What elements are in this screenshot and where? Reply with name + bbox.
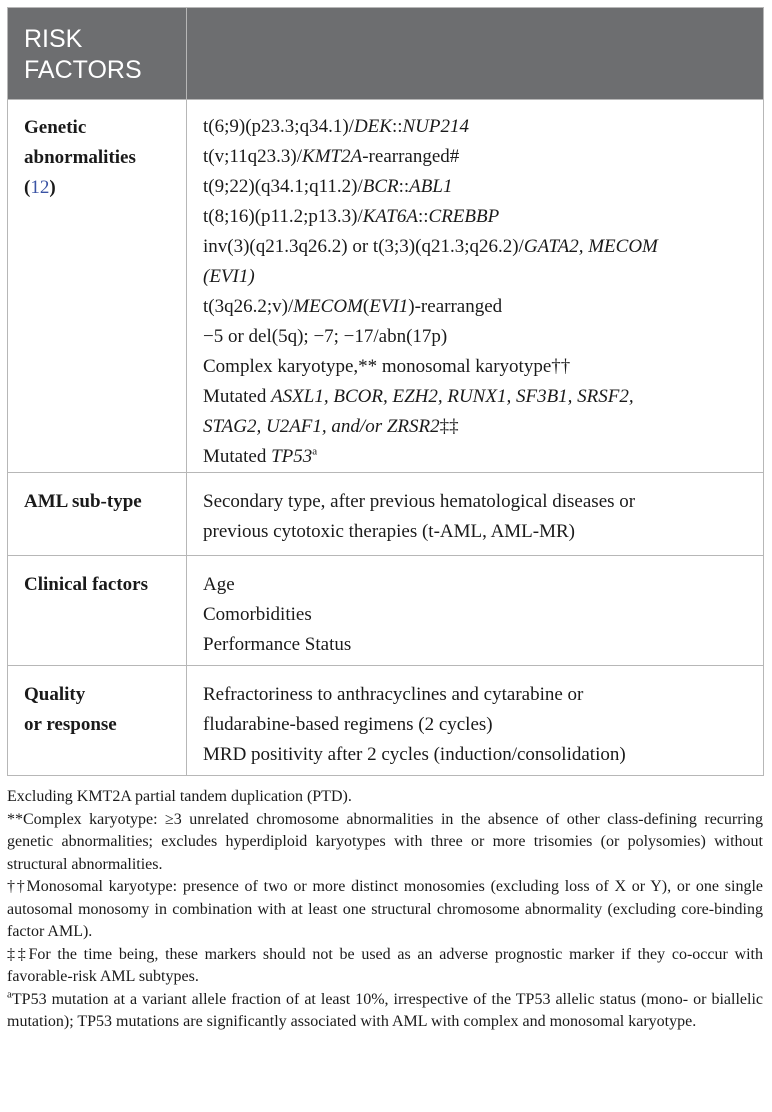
table-row — [8, 473, 764, 556]
row-content-quality — [187, 666, 764, 776]
table-row — [8, 556, 764, 666]
content-line: fludarabine-based regimens (2 cycles) — [203, 714, 493, 735]
footnote: $^a$TP53 mutation at a variant allele fraction of at least 10%, irrespective of the TP53 allelic status (mono- or biallelic mutation); TP53 mutations are significantly associated with AML with complex and monosomal karyotype. — [7, 988, 763, 1030]
table-row — [8, 100, 764, 473]
content-line: Comorbidities — [203, 604, 312, 625]
content-line: t(3q26.2;v)/MECOM(EVI1)-rearranged — [203, 296, 503, 317]
row-label-clinical — [8, 556, 187, 666]
quality-response-list — [203, 680, 753, 770]
footnote: ††Monosomal karyotype: presence of two or more distinct monosomies (excluding loss of X or Y), or one single autosomal monosomy in combination with at least one structural chromosome abnormality (excluding core-binding factor AML). — [7, 878, 763, 940]
row-content-aml-subtype — [187, 473, 764, 556]
row-label-genetic — [8, 100, 187, 473]
label-line: abnormalities — [24, 147, 136, 168]
content-line: Complex karyotype,** monosomal karyotype†† — [203, 356, 571, 377]
content-line: Performance Status — [203, 634, 352, 655]
header-cell-risk-factors: RISK FACTORS — [8, 8, 187, 100]
footnote: ‡‡For the time being, these markers should not be used as an adverse prognostic marker if they co-occur with favorable-risk AML subtypes. — [7, 945, 763, 985]
content-line: Mutated TP53$^a$ — [203, 445, 318, 467]
clinical-factors-list — [203, 570, 753, 660]
risk-table-container — [7, 7, 763, 776]
content-line: (EVI1) — [203, 266, 255, 287]
label-line: Quality — [24, 684, 86, 705]
label-line: Genetic — [24, 117, 87, 138]
label-line: or response — [24, 714, 117, 735]
table-header-row — [8, 8, 764, 100]
content-line: t(9;22)(q34.1;q11.2)/BCR::ABL1 — [203, 176, 453, 197]
row-content-clinical — [187, 556, 764, 666]
content-line: t(v;11q23.3)/KMT2A-rearranged# — [203, 146, 460, 167]
aml-subtype-text — [203, 487, 753, 547]
table-row — [8, 666, 764, 776]
row-content-genetic — [187, 100, 764, 473]
content-line: t(8;16)(p11.2;p13.3)/KAT6A::CREBBP — [203, 206, 500, 227]
content-line: Mutated ASXL1, BCOR, EZH2, RUNX1, SF3B1, SRSF2, — [203, 386, 634, 407]
content-line: Refractoriness to anthracyclines and cytarabine or — [203, 684, 584, 705]
reference-link[interactable]: 12 — [30, 177, 50, 198]
content-line: inv(3)(q21.3q26.2) or t(3;3)(q21.3;q26.2)/GATA2, MECOM — [203, 236, 658, 257]
content-line: Secondary type, after previous hematological diseases or — [203, 491, 636, 512]
header-cell-empty — [187, 8, 764, 100]
label-line: Clinical factors — [24, 574, 149, 595]
content-line: t(6;9)(p23.3;q34.1)/DEK::NUP214 — [203, 116, 469, 137]
row-label-aml-subtype — [8, 473, 187, 556]
content-line: previous cytotoxic therapies (t-AML, AML-MR) — [203, 521, 576, 542]
content-line: MRD positivity after 2 cycles (induction/consolidation) — [203, 744, 626, 765]
content-line: Age — [203, 574, 235, 595]
row-label-quality — [8, 666, 187, 776]
table-footnotes — [7, 786, 763, 1034]
footnote: **Complex karyotype: ≥3 unrelated chromosome abnormalities in the absence of other class-defining recurring genetic abnormalities; excludes hyperdiploid karyotypes with three or more trisomies (or polysomies) without structural abnormalities. — [7, 810, 763, 873]
label-line: (12) — [24, 177, 56, 198]
label-line: AML sub-type — [24, 491, 142, 512]
genetic-abnormalities-list — [203, 112, 753, 472]
content-line: STAG2, U2AF1, and/or ZRSR2‡‡ — [203, 416, 459, 437]
footnote: Excluding KMT2A partial tandem duplication (PTD). — [7, 788, 352, 805]
risk-factors-table — [7, 7, 764, 776]
content-line: −5 or del(5q); −7; −17/abn(17p) — [203, 326, 448, 347]
